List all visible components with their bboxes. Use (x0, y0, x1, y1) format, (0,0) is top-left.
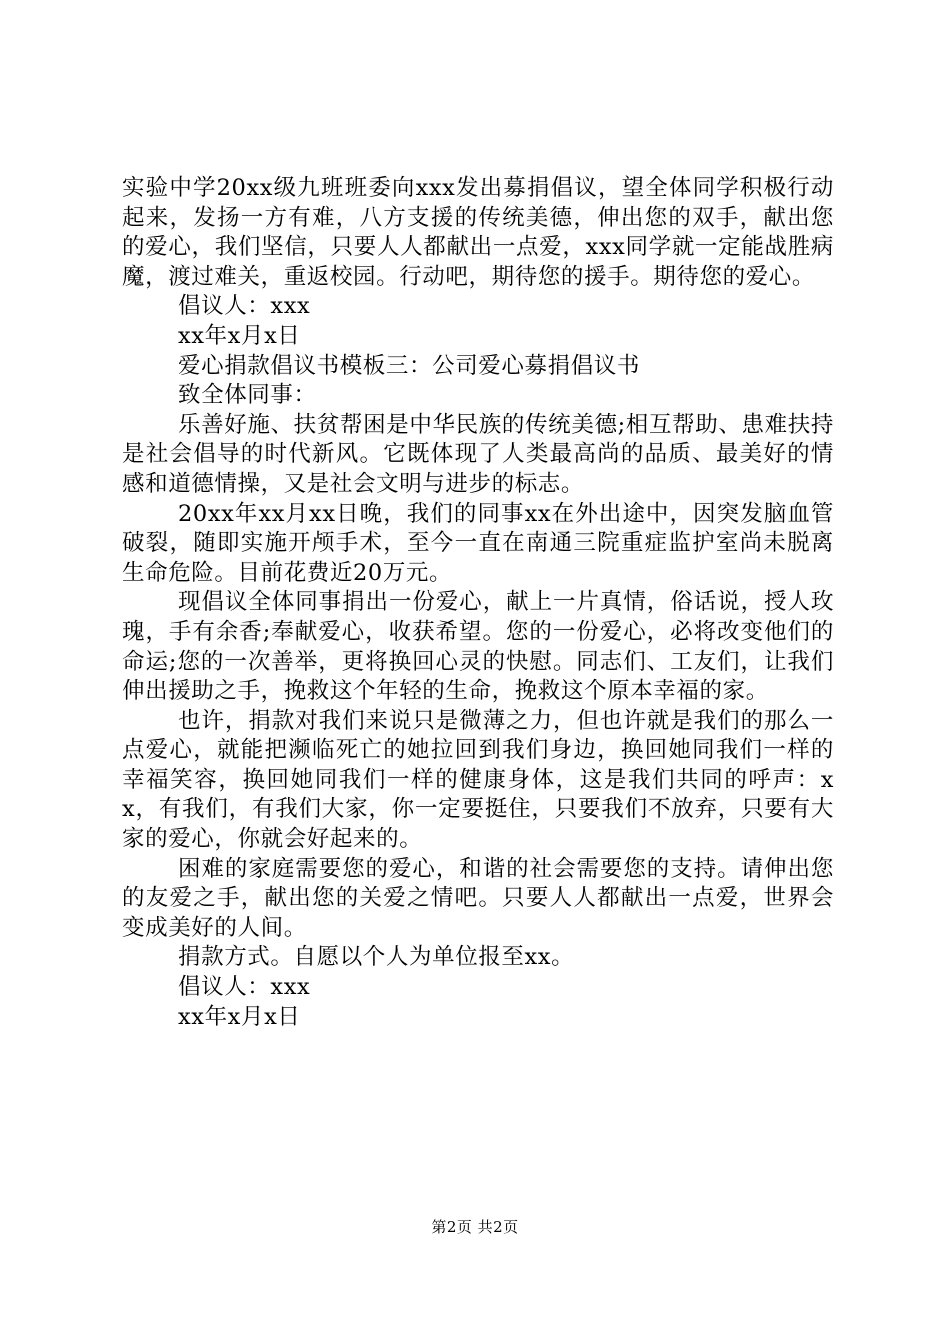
date-line: xx年x月x日 (178, 322, 301, 349)
paragraph-hope: 也许，捐款对我们来说只是微薄之力，但也许就是我们的那么一点爱心，就能把濒临死亡的她拉回到我们身边，换回她同我们一样的幸福笑容，换回她同我们一样的健康身体，这是我们共同的呼声：xx，有我们，有我们大家，你一定要挺住，只要我们不放弃，只要有大家的爱心，你就会好起来的。 (122, 707, 834, 853)
section-heading: 爱心捐款倡议书模板三：公司爱心募捐倡议书 (178, 352, 641, 379)
initiator-line-2: 倡议人：xxx (178, 974, 311, 1001)
paragraph-fundraising-call: 实验中学20xx级九班班委向xxx发出募捐倡议，望全体同学积极行动起来，发扬一方有难，八方支援的传统美德，伸出您的双手，献出您的爱心，我们坚信，只要人人都献出一点爱，xxx同学就一定能战胜病魔，渡过难关，重返校园。行动吧，期待您的援手。期待您的爱心。 (122, 175, 834, 290)
initiator-line: 倡议人：xxx (178, 293, 311, 320)
paragraph-appeal: 现倡议全体同事捐出一份爱心，献上一片真情，俗话说，授人玫瑰，手有余香;奉献爱心，收获希望。您的一份爱心，必将改变他们的命运;您的一次善举，更将换回心灵的快慰。同志们、工友们，让我们伸出援助之手，挽救这个年轻的生命，挽救这个原本幸福的家。 (122, 589, 834, 705)
document-body (122, 174, 834, 1032)
page-number-footer: 第2页 共2页 (431, 1218, 519, 1236)
salutation: 致全体同事： (178, 382, 317, 409)
donation-method-line: 捐款方式。自愿以个人为单位报至xx。 (178, 944, 575, 971)
paragraph-virtue: 乐善好施、扶贫帮困是中华民族的传统美德;相互帮助、患难扶持是社会倡导的时代新风。它既体现了人类最高尚的品质、最美好的情感和道德情操，又是社会文明与进步的标志。 (122, 411, 834, 497)
date-line-2: xx年x月x日 (178, 1003, 301, 1030)
paragraph-incident: 20xx年xx月xx日晚，我们的同事xx在外出途中，因突发脑血管破裂，随即实施开颅手术，至今一直在南通三院重症监护室尚未脱离生命危险。目前花费近20万元。 (122, 500, 834, 586)
paragraph-closing: 困难的家庭需要您的爱心，和谐的社会需要您的支持。请伸出您的友爱之手，献出您的关爱之情吧。只要人人都献出一点爱，世界会变成美好的人间。 (122, 855, 834, 941)
